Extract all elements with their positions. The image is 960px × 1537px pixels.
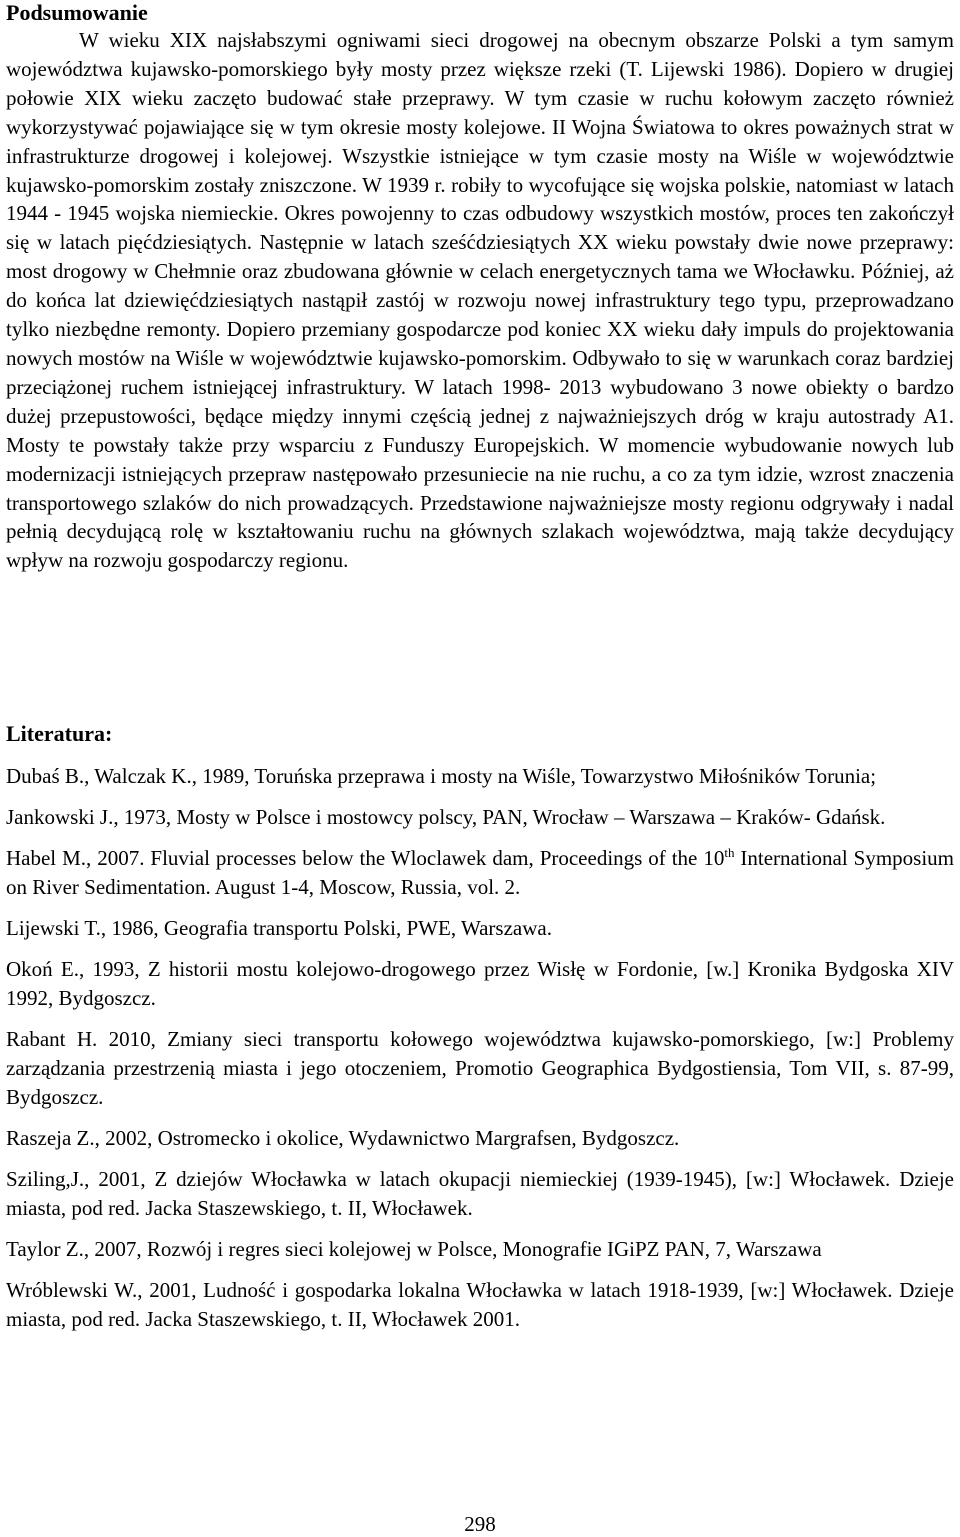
page-number: 298 (464, 1512, 496, 1536)
reference-text-part: Habel M., 2007. Fluvial processes below the Wloclawek dam, Proceedings of the 10 (6, 846, 725, 870)
literature-heading: Literatura: (6, 721, 113, 746)
reference-item: Okoń E., 1993, Z historii mostu kolejowo-drogowego przez Wisłę w Fordonie, [w.] Kronika Bydgoska XIV 1992, Bydgoszcz. (6, 957, 954, 1010)
reference-item: Lijewski T., 1986, Geografia transportu Polski, PWE, Warszawa. (6, 916, 552, 940)
reference-item: Dubaś B., Walczak K., 1989, Toruńska przeprawa i mosty na Wiśle, Towarzystwo Miłośników Torunia; (6, 764, 877, 788)
document-page (6, 0, 954, 1536)
reference-list (6, 762, 954, 1346)
reference-text-part: International Symposium on River Sedimentation. August 1-4, Moscow, Russia, vol. 2. (6, 846, 954, 899)
reference-item: Taylor Z., 2007, Rozwój i regres sieci kolejowej w Polsce, Monografie IGiPZ PAN, 7, Warszawa (6, 1237, 822, 1261)
reference-item: Sziling,J., 2001, Z dziejów Włocławka w latach okupacji niemieckiej (1939-1945), [w:] Włocławek. Dzieje miasta, pod red. Jacka Staszewskiego, t. II, Włocławek. (6, 1167, 954, 1220)
reference-item: Raszeja Z., 2002, Ostromecko i okolice, Wydawnictwo Margrafsen, Bydgoszcz. (6, 1126, 680, 1150)
reference-item: Jankowski J., 1973, Mosty w Polsce i mostowcy polscy, PAN, Wrocław – Warszawa – Kraków- Gdańsk. (6, 805, 886, 829)
reference-superscript: th (724, 845, 735, 860)
reference-item (6, 844, 954, 902)
summary-heading: Podsumowanie (6, 0, 148, 25)
summary-paragraph: W wieku XIX najsłabszymi ogniwami sieci drogowej na obecnym obszarze Polski a tym samym województwa kujawsko-pomorskiego były mosty przez większe rzeki (T. Lijewski 1986). Dopiero w drugiej połowie XIX wieku zaczęto budować stałe przeprawy. W tym czasie w ruchu kołowym zaczęto również wykorzystywać pojawiające się w tym okresie mosty kolejowe. II Wojna Światowa to okres poważnych strat w infrastrukturze drogowej i kolejowej. Wszystkie istniejące w tym czasie mosty na Wiśle w województwie kujawsko-pomorskim zostały zniszczone. W 1939 r. robiły to wycofujące się wojska polskie, natomiast w latach 1944 - 1945 wojska niemieckie. Okres powojenny to czas odbudowy wszystkich mostów, proces ten zakończył się w latach pięćdziesiątych. Następnie w latach sześćdziesiątych XX wieku powstały dwie nowe przeprawy: most drogowy w Chełmnie oraz zbudowana głównie w celach energetycznych tama we Włocławku. Później, aż do końca lat dziewięćdziesiątych nastąpił zastój w rozwoju nowej infrastruktury tego typu, przeprowadzano tylko niezbędne remonty. Dopiero przemiany gospodarcze pod koniec XX wieku dały impuls do projektowania nowych mostów na Wiśle w województwie kujawsko-pomorskim. Odbywało to się w warunkach coraz bardziej przeciążonej ruchem istniejącej infrastruktury. W latach 1998- 2013 wybudowano 3 nowe obiekty o bardzo dużej przepustowości, będące między innymi częścią jednej z najważniejszych dróg w kraju autostrady A1. Mosty te powstały także przy wsparciu z Funduszy Europejskich. W momencie wybudowanie nowych lub modernizacji istniejących przepraw następowało przesuniecie na nie ruchu, a co za tym idzie, wzrost znaczenia transportowego szlaków do nich prowadzących. Przedstawione najważniejsze mosty regionu odgrywały i nadal pełnią decydującą rolę w kształtowaniu ruchu na głównych szlakach województwa, mają także decydujący wpływ na rozwoju gospodarczy regionu. (6, 28, 954, 573)
reference-item: Wróblewski W., 2001, Ludność i gospodarka lokalna Włocławka w latach 1918-1939, [w:] Włocławek. Dzieje miasta, pod red. Jacka Staszewskiego, t. II, Włocławek 2001. (6, 1278, 954, 1331)
reference-item: Rabant H. 2010, Zmiany sieci transportu kołowego województwa kujawsko-pomorskiego, [w:] Problemy zarządzania przestrzenią miasta i jego otoczeniem, Promotio Geographica Bydgostiensia, Tom VII, s. 87-99, Bydgoszcz. (6, 1027, 954, 1109)
